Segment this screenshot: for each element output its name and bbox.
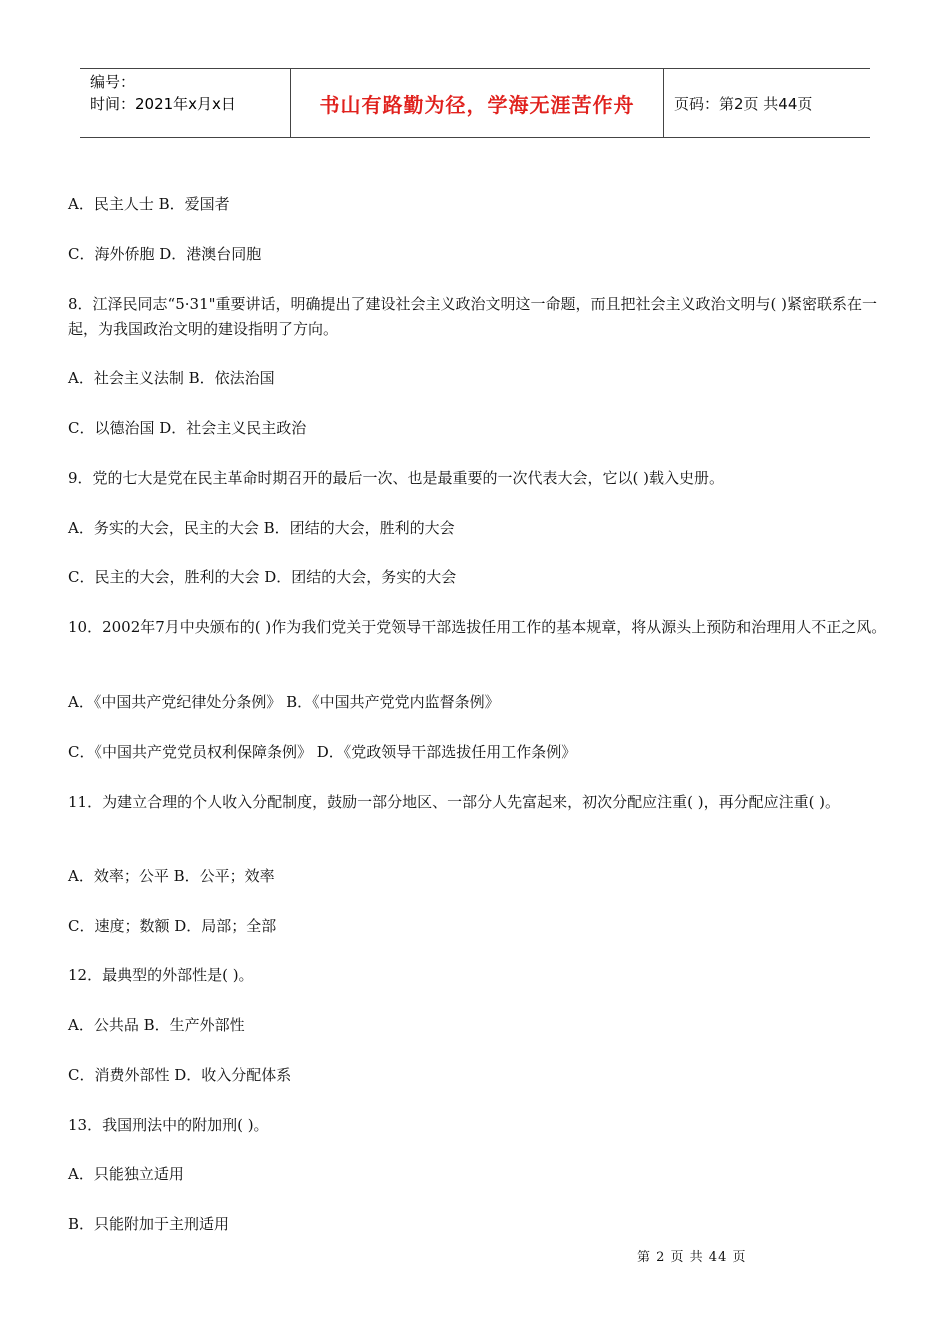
date-label: 时间：2021年x月x日 xyxy=(90,95,236,113)
question-13-option-a: A．只能独立适用 xyxy=(68,1165,184,1183)
question-9-stem: 9．党的七大是党在民主革命时期召开的最后一次、也是最重要的一次代表大会，它以( )载入史册。 xyxy=(68,469,725,487)
header-page-info: 页码：第2页 共44页 xyxy=(674,94,813,113)
question-7-options-ab: A．民主人士 B．爱国者 xyxy=(68,195,230,213)
question-7-options-cd: C．海外侨胞 D．港澳台同胞 xyxy=(68,245,262,263)
question-11-stem: 11．为建立合理的个人收入分配制度，鼓励一部分地区、一部分人先富起来，初次分配应注重( )，再分配应注重( )。 xyxy=(68,793,841,811)
question-8-options-ab: A．社会主义法制 B．依法治国 xyxy=(68,369,275,387)
header-motto: 书山有路勤为径，学海无涯苦作舟 xyxy=(290,69,664,137)
question-11-options-cd: C．速度；数额 D．局部；全部 xyxy=(68,917,277,935)
question-8-stem: 8．江泽民同志“5·31"重要讲话，明确提出了建设社会主义政治文明这一命题，而且把社会主义政治文明与( )紧密联系在一起，为我国政治文明的建设指明了方向。 xyxy=(68,295,877,338)
question-12-options-ab: A．公共品 B．生产外部性 xyxy=(68,1016,245,1034)
page-footer: 第 2 页 共 44 页 xyxy=(637,1250,747,1265)
question-13-option-b: B．只能附加于主刑适用 xyxy=(68,1215,230,1233)
question-11-options-ab: A．效率；公平 B．公平；效率 xyxy=(68,867,275,885)
header-meta xyxy=(80,69,290,137)
question-10-options-cd: C．《中国共产党党员权利保障条例》 D．《党政领导干部选拔任用工作条例》 xyxy=(68,743,577,761)
question-9-options-cd: C．民主的大会，胜利的大会 D．团结的大会，务实的大会 xyxy=(68,568,457,586)
question-10-stem: 10．2002年7月中央颁布的( )作为我们党关于党领导干部选拔任用工作的基本规章，将从源头上预防和治理用人不正之风。 xyxy=(68,618,887,636)
page-header xyxy=(80,68,870,138)
serial-label: 编号： xyxy=(90,73,136,91)
question-13-stem: 13．我国刑法中的附加刑( )。 xyxy=(68,1116,269,1134)
question-9-options-ab: A．务实的大会，民主的大会 B．团结的大会，胜利的大会 xyxy=(68,519,455,537)
question-8-options-cd: C．以德治国 D．社会主义民主政治 xyxy=(68,419,307,437)
question-12-stem: 12．最典型的外部性是( )。 xyxy=(68,966,254,984)
question-12-options-cd: C．消费外部性 D．收入分配体系 xyxy=(68,1066,292,1084)
question-10-options-ab: A．《中国共产党纪律处分条例》 B．《中国共产党党内监督条例》 xyxy=(68,693,500,711)
